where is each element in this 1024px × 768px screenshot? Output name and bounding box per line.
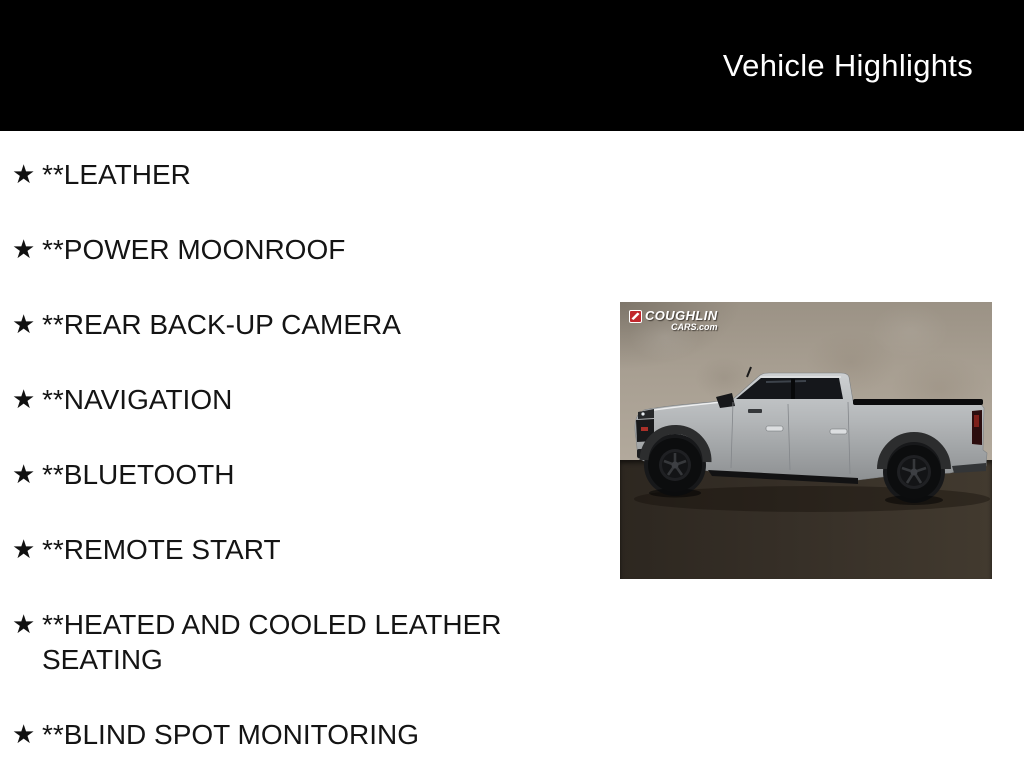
dealer-brand: COUGHLIN	[645, 308, 718, 323]
pickup-truck-image	[620, 302, 992, 579]
feature-item	[12, 232, 580, 267]
page-title: Vehicle Highlights	[722, 47, 973, 83]
front-door-handle	[766, 426, 783, 431]
features-list	[0, 131, 580, 752]
feature-text: **POWER MOONROOF	[42, 234, 346, 265]
header-bar	[0, 0, 1024, 131]
dealer-suffix: CARS.com	[671, 322, 718, 332]
star-icon: ★	[12, 534, 36, 564]
headlight-glint	[641, 412, 644, 415]
tail-light-glow	[974, 415, 979, 427]
dealer-watermark	[629, 309, 718, 332]
feature-text: **REMOTE START	[42, 534, 281, 565]
feature-item	[12, 717, 580, 752]
star-icon: ★	[12, 309, 36, 339]
bed-cover	[853, 399, 983, 405]
content	[0, 131, 1024, 752]
feature-text: **BLUETOOTH	[42, 459, 235, 490]
b-pillar	[791, 379, 795, 399]
antenna	[747, 367, 751, 377]
window-reflection	[766, 381, 806, 382]
headlight	[638, 409, 654, 419]
feature-item	[12, 457, 580, 492]
rear-door-handle	[830, 429, 847, 434]
door-badge	[748, 409, 762, 413]
dealer-logo-icon	[629, 310, 642, 323]
feature-text: **NAVIGATION	[42, 384, 233, 415]
rear-wheel	[887, 445, 941, 499]
feature-item	[12, 532, 580, 567]
feature-item	[12, 382, 580, 417]
feature-text: **BLIND SPOT MONITORING	[42, 719, 420, 750]
feature-text: **HEATED AND COOLED LEATHER SEATING	[42, 609, 502, 675]
feature-text: **LEATHER	[42, 159, 191, 190]
feature-text: **REAR BACK-UP CAMERA	[42, 309, 401, 340]
star-icon: ★	[12, 609, 36, 639]
front-wheel	[648, 438, 702, 492]
star-icon: ★	[12, 719, 36, 749]
feature-item	[12, 607, 580, 677]
star-icon: ★	[12, 234, 36, 264]
star-icon: ★	[12, 384, 36, 414]
dealer-text	[645, 309, 718, 332]
feature-item	[12, 307, 580, 342]
star-icon: ★	[12, 459, 36, 489]
star-icon: ★	[12, 159, 36, 189]
grille-logo	[641, 427, 648, 431]
feature-item	[12, 157, 580, 192]
vehicle-photo	[620, 302, 992, 579]
